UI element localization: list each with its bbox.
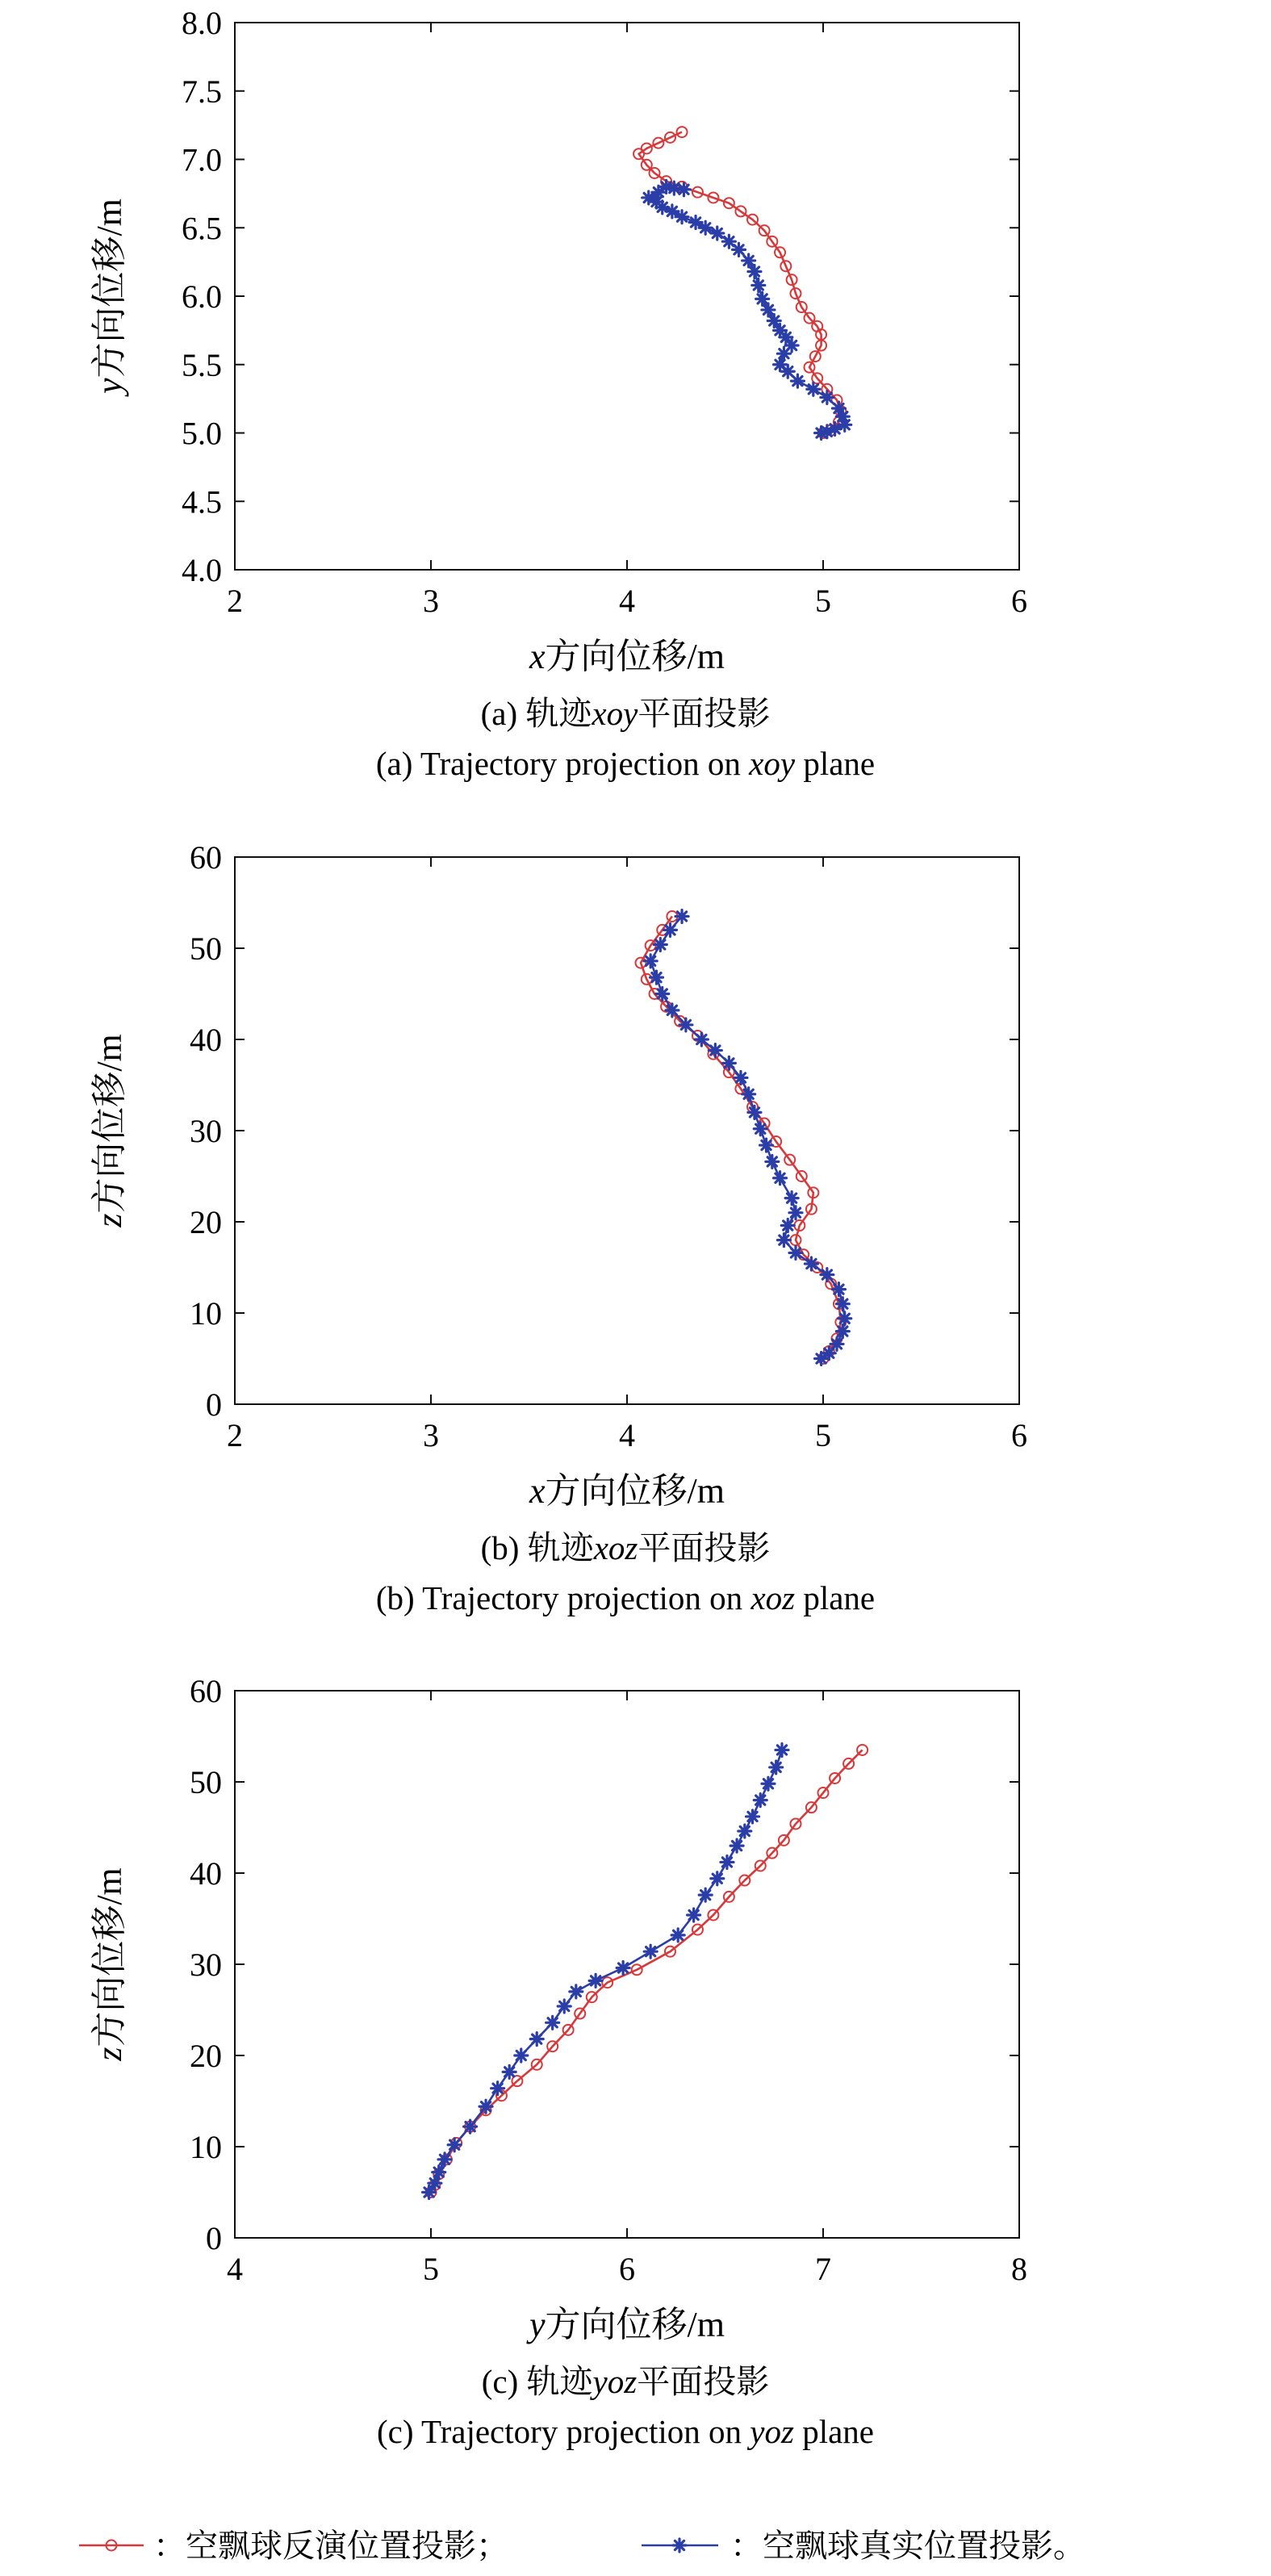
y-tick-label: 50 xyxy=(190,930,222,967)
caption-zh-prefix: (b) 轨迹 xyxy=(480,1529,594,1566)
plot-frame xyxy=(235,23,1019,570)
plot-frame xyxy=(235,857,1019,1404)
y-tick-label: 50 xyxy=(190,1764,222,1800)
y-tick-label: 7.0 xyxy=(182,141,222,178)
point-marker-real xyxy=(742,1088,755,1101)
y-tick-label: 20 xyxy=(190,2038,222,2074)
panel-b xyxy=(90,839,1027,1616)
y-tick-label: 7.5 xyxy=(182,73,222,110)
legend-inverted-sample xyxy=(79,2540,144,2551)
series-line-real xyxy=(429,1750,782,2192)
caption-chinese xyxy=(481,1529,771,1566)
point-marker-real xyxy=(777,1234,790,1247)
caption-english xyxy=(376,1579,875,1616)
x-tick-label: 2 xyxy=(227,583,243,619)
series-line-real xyxy=(649,186,845,433)
y-tick-label: 60 xyxy=(190,839,222,876)
caption-en-plane: xoz xyxy=(750,1579,796,1616)
caption-zh-plane: xoz xyxy=(593,1529,638,1566)
point-marker-real xyxy=(760,1139,773,1152)
point-marker-real xyxy=(767,315,780,328)
point-marker-real xyxy=(738,1825,751,1838)
caption-en-plane: yoz xyxy=(750,2413,794,2450)
point-marker-real xyxy=(515,2049,528,2062)
point-marker-real xyxy=(709,1044,721,1057)
caption-zh-plane: xoy xyxy=(592,695,638,732)
x-tick-label: 8 xyxy=(1011,2251,1027,2287)
point-marker-real xyxy=(781,1219,794,1232)
x-axis-label xyxy=(526,2305,725,2344)
y-axis-label xyxy=(90,1867,129,2062)
x-tick-label: 5 xyxy=(423,2251,439,2287)
caption-zh-suffix: 平面投影 xyxy=(637,2363,770,2400)
y-tick-label: 0 xyxy=(206,1386,222,1423)
point-marker-real xyxy=(675,910,688,922)
point-marker-real xyxy=(423,2186,436,2199)
caption-en-suffix: plane xyxy=(795,1579,876,1616)
legend xyxy=(79,2528,1085,2564)
point-marker-real xyxy=(491,2082,504,2095)
point-marker-real xyxy=(675,211,688,224)
y-tick-label: 0 xyxy=(206,2220,222,2256)
point-marker-real xyxy=(821,391,834,404)
point-marker-real xyxy=(546,2016,559,2029)
caption-en-prefix: (b) Trajectory projection on xyxy=(375,1579,751,1616)
caption-en-suffix: plane xyxy=(795,745,876,782)
point-marker-real xyxy=(762,303,775,316)
point-marker-real xyxy=(821,1269,834,1282)
x-axis-label-text: 方向位移/m xyxy=(545,637,725,676)
point-marker-real xyxy=(644,955,657,968)
y-tick-label: 10 xyxy=(190,1295,222,1332)
x-tick-label: 3 xyxy=(423,583,439,619)
series-line-inverted xyxy=(431,1750,863,2192)
x-tick-label: 5 xyxy=(815,583,831,619)
x-axis-label-text: 方向位移/m xyxy=(545,2305,725,2344)
point-marker-real xyxy=(832,1283,845,1296)
y-axis-label-text: 方向位移/m xyxy=(90,199,129,378)
point-marker-real xyxy=(730,1839,743,1852)
x-tick-label: 3 xyxy=(423,1417,439,1453)
point-marker-real xyxy=(805,1257,817,1270)
point-marker-real xyxy=(754,1794,767,1807)
caption-english xyxy=(377,2413,874,2450)
x-tick-label: 4 xyxy=(619,1417,635,1453)
legend-real-sample xyxy=(642,2539,718,2552)
y-tick-label: 40 xyxy=(190,1855,222,1892)
y-tick-label: 10 xyxy=(190,2129,222,2165)
caption-chinese xyxy=(482,2363,769,2400)
point-marker-real xyxy=(733,243,746,256)
point-marker-real xyxy=(789,1206,802,1219)
point-marker-real xyxy=(650,971,663,984)
caption-zh-prefix: (c) 轨迹 xyxy=(481,2363,593,2400)
point-marker-real xyxy=(785,1192,798,1205)
x-tick-label: 4 xyxy=(619,583,635,619)
x-axis-label-var: y xyxy=(529,2305,546,2344)
series-line-real xyxy=(650,916,844,1358)
point-marker-real xyxy=(780,331,792,344)
y-tick-label: 6.5 xyxy=(182,210,222,247)
point-marker-real xyxy=(711,1872,724,1885)
point-marker-real xyxy=(748,1106,761,1119)
x-axis-label-var: x xyxy=(529,1471,546,1511)
x-tick-label: 4 xyxy=(227,2251,243,2287)
x-tick-label: 6 xyxy=(619,2251,635,2287)
point-marker-real xyxy=(589,1974,602,1987)
point-marker-real xyxy=(742,254,755,267)
point-marker-real xyxy=(699,1888,712,1901)
point-marker-real xyxy=(530,2033,543,2046)
caption-en-plane: xoy xyxy=(749,745,796,782)
point-marker-real xyxy=(815,1353,828,1365)
y-axis-label-text: 方向位移/m xyxy=(90,1034,129,1214)
point-marker-real xyxy=(464,2120,477,2133)
point-marker-real xyxy=(688,1909,700,1922)
x-tick-label: 7 xyxy=(815,2251,831,2287)
y-tick-label: 5.5 xyxy=(182,346,222,383)
legend-real-label: ：空飘球真实位置投影。 xyxy=(730,2528,1085,2564)
point-marker-real xyxy=(666,1004,679,1017)
point-marker-real xyxy=(438,2153,451,2166)
point-marker-real xyxy=(774,1172,787,1185)
y-tick-label: 30 xyxy=(190,1113,222,1149)
panel-c xyxy=(90,1673,1027,2450)
x-axis-label-var: x xyxy=(529,637,546,676)
point-marker-real xyxy=(671,1929,684,1942)
point-marker-real xyxy=(838,1312,851,1325)
y-tick-label: 8.0 xyxy=(182,5,222,41)
point-marker-real xyxy=(754,1123,767,1135)
y-tick-label: 20 xyxy=(190,1204,222,1240)
point-marker-real xyxy=(836,1325,849,1338)
point-marker-real xyxy=(679,1018,692,1031)
panel-a xyxy=(90,5,1027,782)
caption-en-prefix: (a) Trajectory projection on xyxy=(375,745,750,782)
caption-zh-suffix: 平面投影 xyxy=(638,695,771,732)
y-tick-label: 6.0 xyxy=(182,278,222,315)
series-inverted xyxy=(426,1745,868,2198)
x-tick-label: 6 xyxy=(1011,1417,1027,1453)
point-marker-real xyxy=(711,227,724,240)
x-tick-label: 2 xyxy=(227,1417,243,1453)
legend-inverted-label: ：空飘球反演位置投影； xyxy=(153,2528,508,2564)
point-marker-real xyxy=(836,1298,849,1311)
series-real xyxy=(644,910,851,1365)
point-marker-real xyxy=(617,1962,629,1975)
point-marker-real xyxy=(722,1056,735,1069)
y-tick-label: 5.0 xyxy=(182,415,222,452)
point-marker-real xyxy=(503,2065,516,2078)
point-marker-real xyxy=(807,383,820,395)
point-marker-inverted xyxy=(677,127,688,137)
y-axis-label-text: 方向位移/m xyxy=(90,1867,129,2047)
point-marker-real xyxy=(656,988,669,1001)
point-marker-real xyxy=(448,2139,461,2152)
x-axis-label xyxy=(529,637,725,676)
y-axis-label-var: z xyxy=(90,1213,129,1227)
point-marker-real xyxy=(479,2100,492,2113)
series-inverted xyxy=(636,911,847,1364)
legend-real-marker xyxy=(673,2539,686,2552)
point-marker-real xyxy=(677,183,690,196)
point-marker-real xyxy=(721,1855,734,1868)
caption-zh-plane: yoz xyxy=(592,2363,638,2400)
point-marker-real xyxy=(752,278,765,291)
series-line-inverted xyxy=(641,916,841,1358)
point-marker-real xyxy=(815,427,828,440)
caption-zh-prefix: (a) 轨迹 xyxy=(480,695,592,732)
point-marker-real xyxy=(663,923,676,936)
x-tick-label: 6 xyxy=(1011,583,1027,619)
y-axis-label-var: y xyxy=(90,378,129,394)
point-marker-real xyxy=(558,2000,571,2013)
y-tick-label: 4.5 xyxy=(182,483,222,521)
y-tick-label: 60 xyxy=(190,1673,222,1709)
caption-english xyxy=(376,745,875,782)
y-axis-label xyxy=(90,1034,129,1228)
point-marker-real xyxy=(762,1777,775,1790)
caption-en-suffix: plane xyxy=(793,2413,874,2450)
point-marker-real xyxy=(644,1945,657,1958)
point-marker-real xyxy=(791,374,804,387)
caption-chinese xyxy=(481,695,771,732)
y-axis-label-var: z xyxy=(90,2047,129,2061)
point-marker-real xyxy=(776,1743,788,1756)
point-marker-real xyxy=(695,1033,708,1046)
point-marker-real xyxy=(746,1810,759,1823)
point-marker-real xyxy=(756,292,769,305)
point-marker-real xyxy=(789,1246,802,1259)
point-marker-real xyxy=(748,265,761,278)
caption-en-prefix: (c) Trajectory projection on xyxy=(377,2413,750,2450)
point-marker-real xyxy=(654,938,667,951)
point-marker-real xyxy=(429,2177,441,2189)
point-marker-real xyxy=(766,1155,779,1168)
point-marker-real xyxy=(570,1985,583,1998)
caption-zh-suffix: 平面投影 xyxy=(638,1529,771,1566)
y-axis-label xyxy=(90,199,129,397)
y-tick-label: 4.0 xyxy=(182,552,222,588)
point-marker-real xyxy=(770,1761,783,1774)
series-real xyxy=(423,1743,788,2198)
y-tick-label: 40 xyxy=(190,1022,222,1058)
x-tick-label: 5 xyxy=(815,1417,831,1453)
x-axis-label xyxy=(529,1471,725,1511)
y-tick-label: 30 xyxy=(190,1947,222,1983)
point-marker-real xyxy=(734,1071,747,1084)
x-axis-label-text: 方向位移/m xyxy=(545,1471,725,1511)
